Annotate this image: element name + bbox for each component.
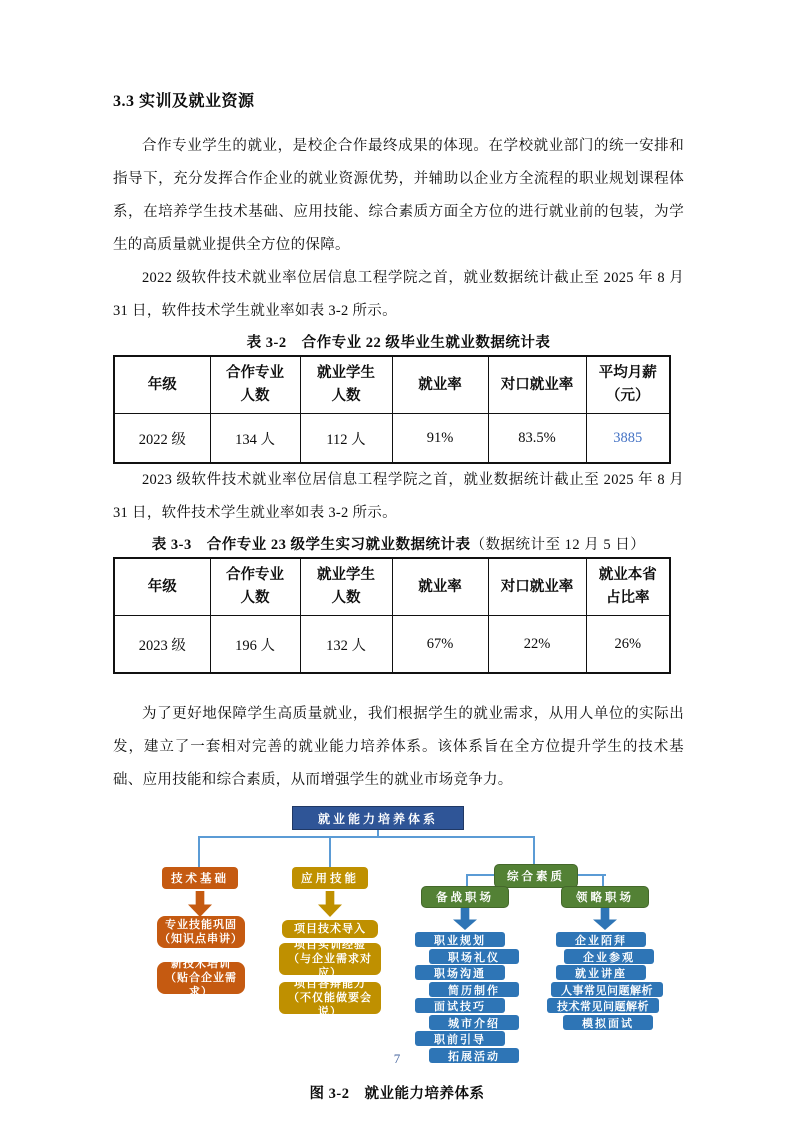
data-cell-grade: 2022 级 bbox=[114, 414, 210, 464]
header-line: 合作专业 bbox=[226, 567, 284, 583]
prepare-item: 职场礼仪 bbox=[429, 949, 519, 964]
data-cell-match-rate: 83.5% bbox=[488, 414, 586, 464]
data-cell-province-rate: 26% bbox=[586, 616, 670, 674]
data-cell-rate: 91% bbox=[392, 414, 488, 464]
item-line: （不仅能做要会说） bbox=[288, 992, 372, 1018]
data-cell-salary: 3885 bbox=[586, 414, 670, 464]
prepare-item: 拓展活动 bbox=[429, 1048, 519, 1063]
header-line: 人数 bbox=[240, 590, 270, 606]
data-cell-grade: 2023 级 bbox=[114, 616, 210, 674]
explore-item: 企业陌拜 bbox=[556, 932, 646, 947]
tech-basics-node: 技术基础 bbox=[162, 867, 238, 889]
header-line: 就业学生 bbox=[317, 567, 375, 583]
connector-line bbox=[466, 874, 494, 876]
table-data-row bbox=[114, 616, 670, 674]
table-3-2 bbox=[113, 355, 671, 464]
header-line: 就业率 bbox=[418, 376, 462, 393]
connector-line bbox=[329, 837, 331, 867]
applied-skills-node: 应用技能 bbox=[292, 867, 368, 889]
down-arrow bbox=[593, 908, 617, 930]
item-line: 项目实训经验 bbox=[294, 939, 366, 951]
table-caption-text: 表 3-3 合作专业 23 级学生实习就业数据统计表 bbox=[151, 537, 471, 553]
table-header-row bbox=[114, 558, 670, 616]
header-cell bbox=[392, 356, 488, 414]
connector-line bbox=[466, 875, 468, 886]
explore-item: 人事常见问题解析 bbox=[551, 982, 663, 997]
item-line: （贴合企业需求） bbox=[165, 972, 237, 998]
header-line: 就业本省 bbox=[598, 567, 657, 583]
table-caption-text: 表 3-2 合作专业 22 级毕业生就业数据统计表 bbox=[246, 335, 551, 351]
table-data-row bbox=[114, 414, 670, 464]
header-line: 人数 bbox=[240, 388, 270, 404]
header-line: 对口就业率 bbox=[500, 376, 574, 393]
tech-item bbox=[157, 916, 245, 948]
app-item bbox=[282, 920, 378, 938]
header-line: 合作专业 bbox=[226, 365, 284, 381]
explore-item: 模拟面试 bbox=[563, 1015, 653, 1030]
data-cell-employed: 132 人 bbox=[300, 616, 392, 674]
paragraph-intro: 合作专业学生的就业，是校企合作最终成果的体现。在学校就业部门的统一安排和指导下，充分发挥合作企业的就业资源优势，并辅助以企业方全流程的职业规划课程体系，在培养学生技术基础、应用技能、综合素质方面全方位的进行就业前的包装，为学生的高质量就业提供全方位的保障。 bbox=[113, 138, 684, 253]
header-cell bbox=[210, 558, 300, 616]
table-caption-note: （数据统计至 12 月 5 日） bbox=[470, 537, 646, 553]
explore-item: 企业参观 bbox=[564, 949, 654, 964]
connector-line bbox=[602, 875, 604, 886]
down-arrow bbox=[188, 891, 212, 917]
item-line: 专业技能巩固 bbox=[165, 919, 237, 931]
item-line: （与企业需求对应） bbox=[288, 953, 372, 979]
prepare-item: 面试技巧 bbox=[415, 998, 505, 1013]
header-cell bbox=[488, 356, 586, 414]
prepare-item: 城市介绍 bbox=[429, 1015, 519, 1030]
section-heading: 3.3 实训及就业资源 bbox=[113, 93, 255, 110]
item-line: 项目答辩能力 bbox=[294, 978, 366, 990]
paragraph-2022: 2022 级软件技术就业率位居信息工程学院之首，就业数据统计截止至 2025 年 8 月 31 日，软件技术学生就业率如表 3-2 所示。 bbox=[113, 270, 684, 319]
app-item bbox=[279, 978, 381, 1018]
explore-item: 技术常见问题解析 bbox=[547, 998, 659, 1013]
paragraph-2023: 2023 级软件技术就业率位居信息工程学院之首，就业数据统计截止至 2025 年 8 月 31 日，软件技术学生就业率如表 3-2 所示。 bbox=[113, 472, 684, 521]
header-cell bbox=[392, 558, 488, 616]
figure-caption: 图 3-2 就业能力培养体系 bbox=[309, 1086, 485, 1102]
page-number: 7 bbox=[393, 1051, 401, 1066]
header-cell bbox=[114, 356, 210, 414]
header-cell bbox=[300, 558, 392, 616]
prepare-item: 职业规划 bbox=[415, 932, 505, 947]
app-item bbox=[279, 939, 381, 979]
tech-item bbox=[157, 958, 245, 998]
table-3-2-caption bbox=[113, 331, 684, 352]
item-line: 新技术培训 bbox=[171, 958, 231, 970]
explore-workplace-node: 领略职场 bbox=[561, 886, 649, 908]
header-cell bbox=[300, 356, 392, 414]
header-line: 对口就业率 bbox=[500, 578, 574, 595]
header-cell bbox=[488, 558, 586, 616]
header-line: 就业率 bbox=[418, 578, 462, 595]
data-cell-employed: 112 人 bbox=[300, 414, 392, 464]
item-line: （知识点串讲） bbox=[159, 933, 243, 945]
header-line: 占比率 bbox=[606, 590, 650, 606]
prepare-workplace-node: 备战职场 bbox=[421, 886, 509, 908]
prepare-item: 职前引导 bbox=[415, 1031, 505, 1046]
diagram-root-node: 就业能力培养体系 bbox=[292, 806, 464, 830]
prepare-item: 简历制作 bbox=[429, 982, 519, 997]
connector-line bbox=[198, 837, 200, 867]
data-cell-match-rate: 22% bbox=[488, 616, 586, 674]
item-line: 项目技术导入 bbox=[294, 923, 366, 935]
header-cell bbox=[210, 356, 300, 414]
table-3-3 bbox=[113, 557, 671, 674]
header-cell bbox=[586, 558, 670, 616]
data-cell-enrolled: 134 人 bbox=[210, 414, 300, 464]
header-line: 年级 bbox=[147, 578, 177, 595]
explore-item: 就业讲座 bbox=[556, 965, 646, 980]
header-line: 人数 bbox=[331, 590, 361, 606]
paragraph-system: 为了更好地保障学生高质量就业，我们根据学生的就业需求，从用人单位的实际出发，建立了一套相对完善的就业能力培养体系。该体系旨在全方位提升学生的技术基础、应用技能和综合素质，从而增强学生的就业市场竞争力。 bbox=[113, 706, 684, 788]
down-arrow bbox=[453, 908, 477, 930]
employment-training-diagram bbox=[0, 802, 794, 1070]
header-line: 平均月薪 bbox=[598, 365, 657, 381]
table-header-row bbox=[114, 356, 670, 414]
connector-line bbox=[198, 836, 535, 838]
connector-line bbox=[533, 837, 535, 864]
comprehensive-quality-node: 综合素质 bbox=[494, 864, 578, 888]
header-line: 年级 bbox=[147, 376, 177, 393]
prepare-item: 职场沟通 bbox=[415, 965, 505, 980]
header-cell bbox=[586, 356, 670, 414]
data-cell-rate: 67% bbox=[392, 616, 488, 674]
header-line: （元） bbox=[606, 388, 650, 404]
header-line: 就业学生 bbox=[317, 365, 375, 381]
header-cell bbox=[114, 558, 210, 616]
down-arrow bbox=[318, 891, 342, 917]
header-line: 人数 bbox=[331, 388, 361, 404]
table-3-3-caption bbox=[113, 533, 684, 554]
data-cell-enrolled: 196 人 bbox=[210, 616, 300, 674]
